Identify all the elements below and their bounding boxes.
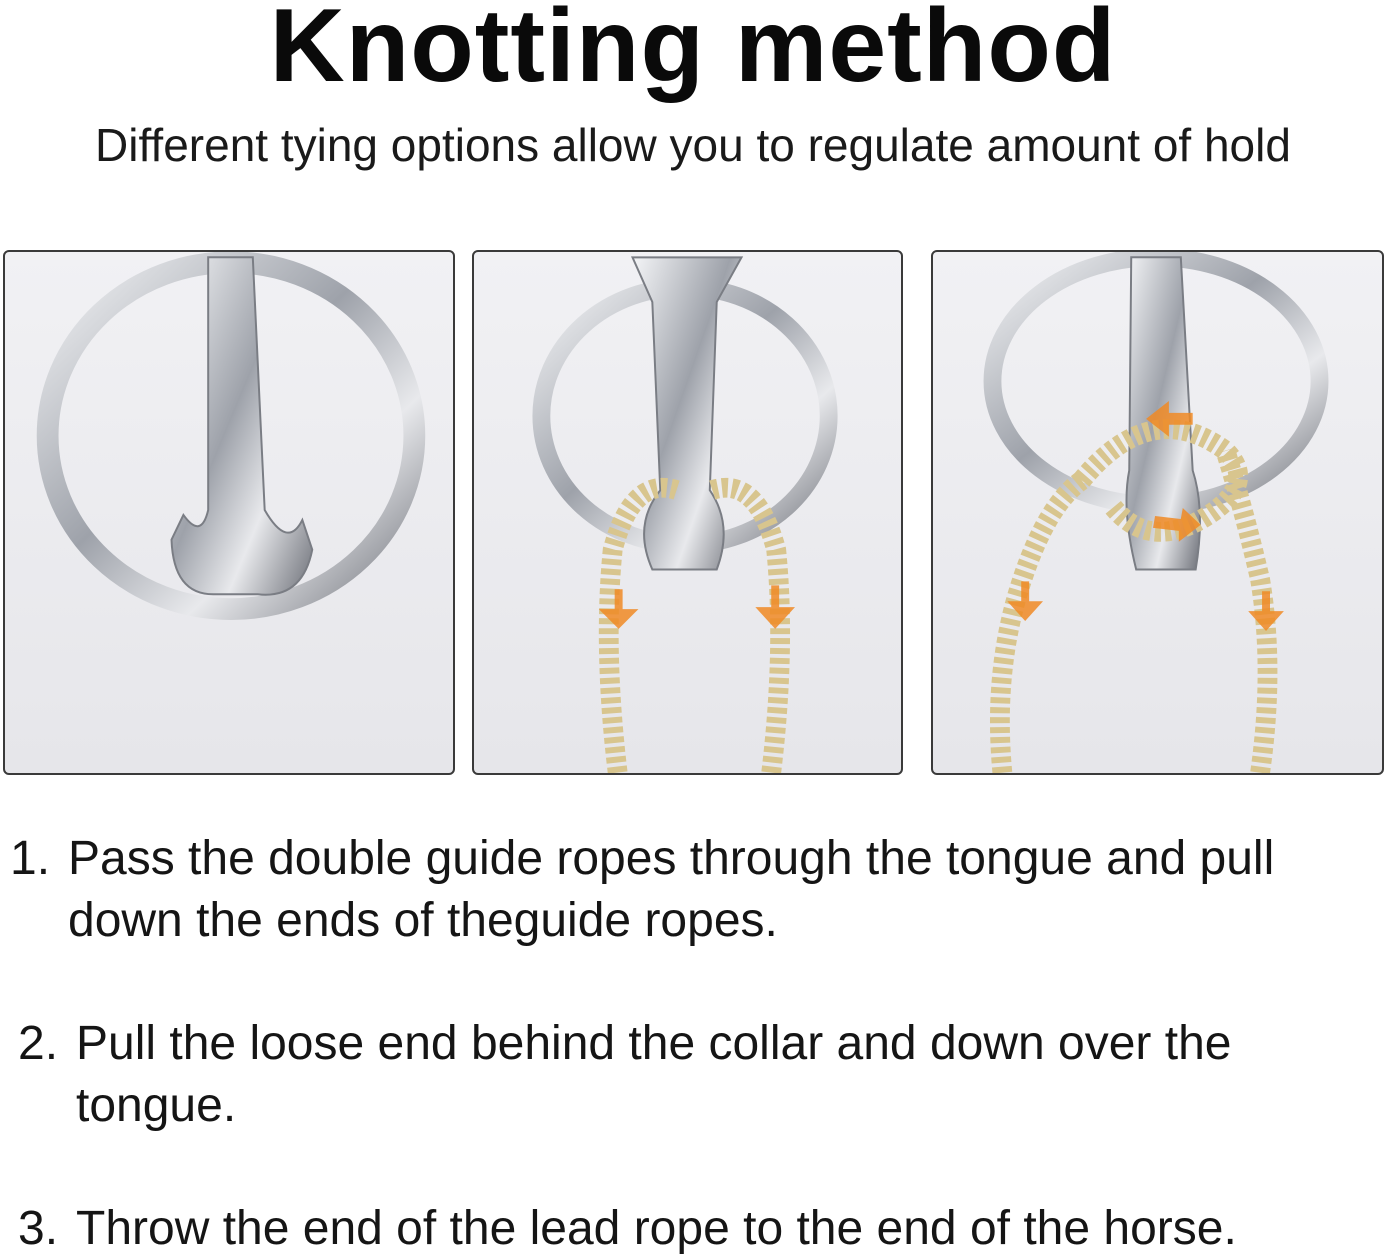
arrow-down-icon (1248, 591, 1284, 631)
step-2 (18, 1013, 1278, 1143)
step-1 (10, 828, 1386, 958)
bit-cheek-shape (172, 257, 313, 594)
bit-cheek-shape (633, 257, 742, 569)
photo-panel-rope-through (472, 250, 903, 775)
step-3 (18, 1198, 1378, 1259)
step-number: 1. (10, 832, 51, 885)
page-subtitle: Different tying options allow you to regulate amount of hold (95, 119, 1291, 171)
rope-knot-illustration (933, 252, 1382, 773)
rope-left (1000, 480, 1082, 772)
step-text: Pass the double guide ropes through the tongue and pull down the ends of theguide ropes. (68, 832, 1275, 947)
step-number: 3. (18, 1202, 59, 1255)
page-title: Knotting method (269, 0, 1117, 104)
photo-panel-rope-knot (931, 250, 1384, 775)
step-number: 2. (18, 1017, 59, 1070)
step-text: Pull the loose end behind the collar and down over the tongue. (76, 1017, 1232, 1132)
step-text: Throw the end of the lead rope to the end of the horse. (76, 1202, 1237, 1255)
rope-through-illustration (474, 252, 901, 773)
bit-ring-illustration (5, 252, 453, 773)
photo-panel-bit-ring (3, 250, 455, 775)
